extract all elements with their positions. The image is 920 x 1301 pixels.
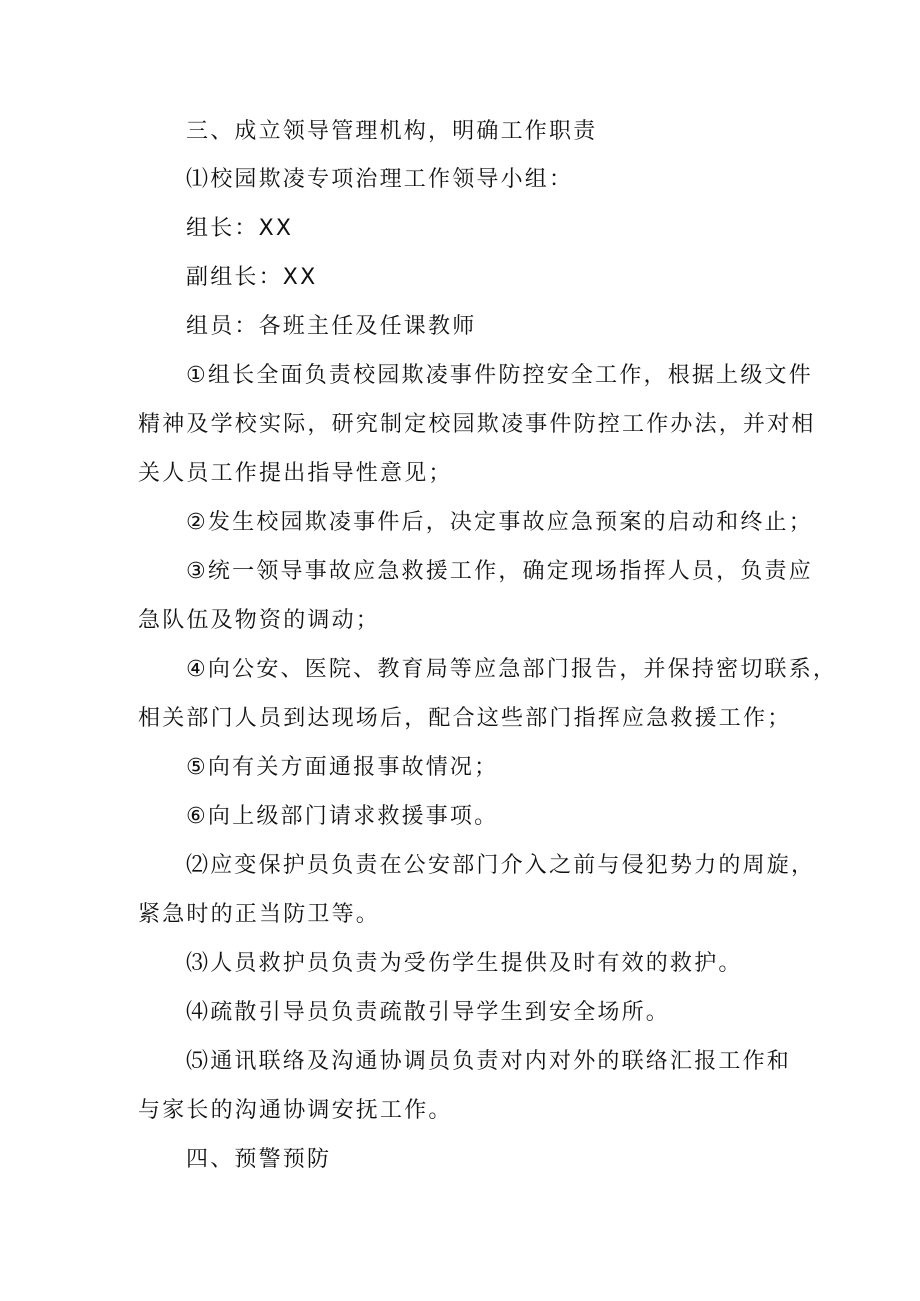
duty-2: ②发生校园欺凌事件后，决定事故应急预案的启动和终止； bbox=[186, 510, 813, 535]
duty-3-line-2: 急队伍及物资的调动； bbox=[138, 608, 381, 633]
subsection-4: ⑷疏散引导员负责疏散引导学生到安全场所。 bbox=[186, 1000, 671, 1025]
duty-4-line-2: 相关部门人员到达现场后，配合这些部门指挥应急救援工作； bbox=[138, 706, 792, 731]
duty-1-line-1: ①组长全面负责校园欺凌事件防控安全工作，根据上级文件 bbox=[186, 363, 813, 388]
subsection-2-line-1: ⑵应变保护员负责在公安部门介入之前与侵犯势力的周旋， bbox=[186, 853, 816, 878]
duty-1-line-3: 关人员工作提出指导性意见； bbox=[138, 461, 453, 486]
duty-6: ⑥向上级部门请求救援事项。 bbox=[186, 804, 499, 829]
section-heading-4: 四、预警预防 bbox=[186, 1147, 332, 1172]
group-members: 组员：各班主任及任课教师 bbox=[186, 314, 477, 339]
subsection-5-line-1: ⑸通讯联络及沟通协调员负责对内对外的联络汇报工作和 bbox=[186, 1049, 792, 1074]
subsection-2-line-2: 紧急时的正当防卫等。 bbox=[138, 902, 381, 927]
duty-1-line-2: 精神及学校实际，研究制定校园欺凌事件防控工作办法，并对相 bbox=[138, 412, 816, 437]
section-heading-3: 三、成立领导管理机构，明确工作职责 bbox=[186, 119, 598, 144]
duty-3-line-1: ③统一领导事故应急救援工作，确定现场指挥人员，负责应 bbox=[186, 559, 813, 584]
duty-5: ⑤向有关方面通报事故情况； bbox=[186, 755, 499, 780]
subsection-1-title: ⑴校园欺凌专项治理工作领导小组： bbox=[186, 167, 574, 192]
deputy-group-leader: 副组长：XX bbox=[186, 265, 318, 290]
subsection-3: ⑶人员救护员负责为受伤学生提供及时有效的救护。 bbox=[186, 951, 743, 976]
group-leader: 组长：XX bbox=[186, 216, 294, 241]
duty-4-line-1: ④向公安、医院、教育局等应急部门报告，并保持密切联系， bbox=[186, 657, 838, 682]
subsection-5-line-2: 与家长的沟通协调安抚工作。 bbox=[138, 1098, 453, 1123]
